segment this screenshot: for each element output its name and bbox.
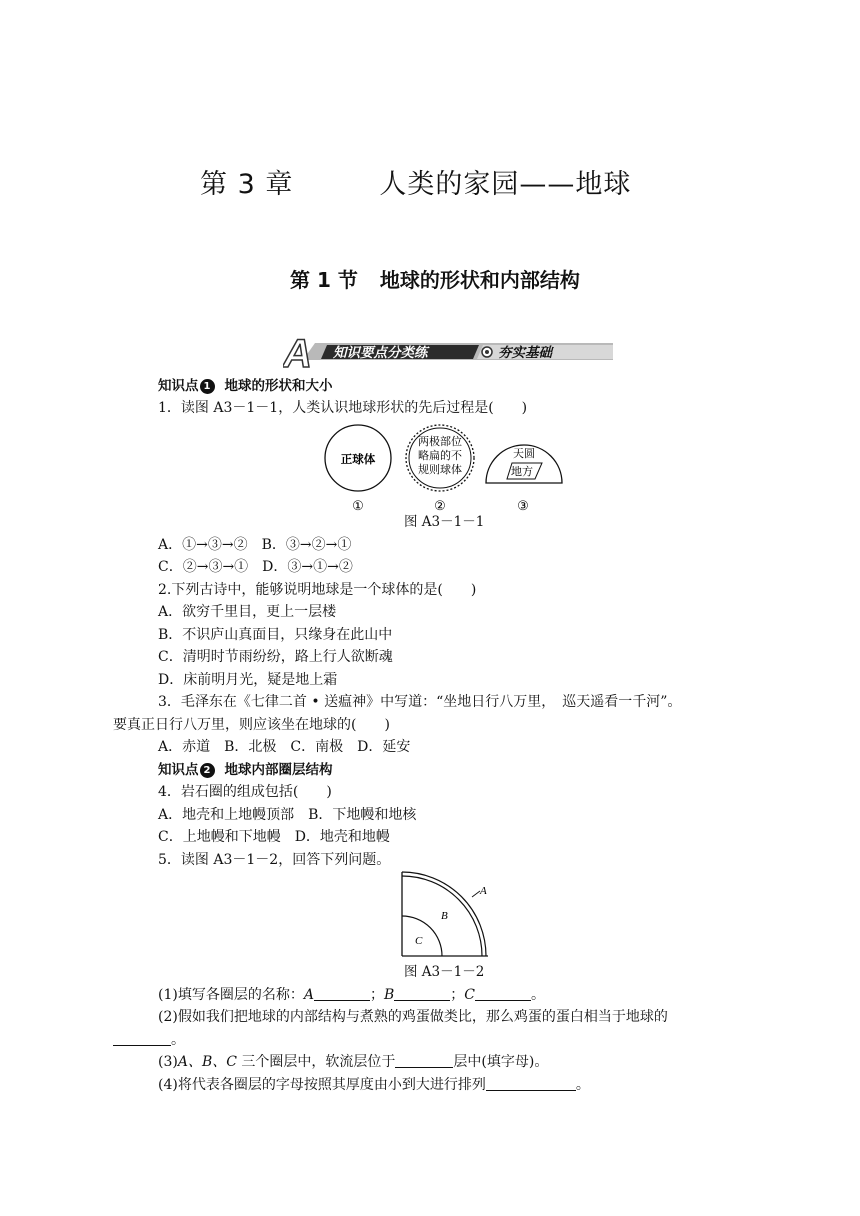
kp2-label: 知识点 [158,762,199,778]
q5-part2-text: (2)假如我们把地球的内部结构与煮熟的鸡蛋做类比，那么鸡蛋的蛋白相当于地球的 [158,1009,668,1025]
q5-part1 [158,985,545,1005]
q5-part4 [158,1075,590,1095]
q5-part3-prefix: (3) [158,1054,178,1070]
banner-subtitle: 夯实基础 [498,345,552,361]
q4-options-ab: A．地壳和上地幔顶部 B．下地幔和地核 [158,807,417,823]
fig2-caption: 图 A3－1－2 [404,964,485,980]
figure-a3-1-2 [396,870,496,962]
q5-part3 [158,1052,548,1072]
q2-option-a: A．欲穷千里目，更上一层楼 [158,604,337,620]
fig1-number-1: ① [352,499,364,514]
fig1-number-2: ② [434,499,446,514]
q3-stem-line1: 3．毛泽东在《七律二首 • 送瘟神》中写道：“坐地日行八万里， 巡天遥看一千河”。 [158,694,682,710]
section-heading [290,270,580,290]
fig1-item3-bottom: 地方 [511,465,533,478]
fig1-item2-line1: 两极部位 [418,435,462,448]
q2-option-c: C．清明时节雨纷纷，路上行人欲断魂 [158,649,393,665]
q5-part1-end: 。 [530,987,545,1003]
q2-stem: 2.下列古诗中，能够说明地球是一个球体的是( ) [158,582,477,598]
section-label: 第 1 节 [290,268,358,292]
q5-part1-c: C [464,987,475,1003]
q1-options-ab: A．①→③→② B．③→②→① [158,537,352,553]
q5-part1-prefix: (1)填写各圈层的名称： [158,987,304,1003]
banner-letter: A [283,333,312,371]
kp2-title: 地球内部圈层结构 [224,762,333,778]
q5-part1-sep2: ； [450,987,465,1003]
chapter-label: 第 3 章 [200,169,294,200]
blank-c[interactable] [475,985,531,1001]
knowledge-point-2 [158,760,333,780]
q2-option-d: D．床前明月光，疑是地上霜 [158,672,338,688]
figure-a3-1-1 [320,420,580,515]
fig2-label-c: C [415,935,423,947]
q3-stem-line2: 要真正日行八万里，则应该坐在地球的( ) [113,717,390,733]
q5-part3-post: 层中(填字母)。 [453,1054,549,1070]
section-title: 地球的形状和内部结构 [379,268,580,292]
q5-part1-a: A [303,987,314,1003]
fig1-item2-line3: 规则球体 [418,463,462,476]
q4-stem: 4．岩石圈的组成包括( ) [158,784,332,800]
fig1-item1-label: 正球体 [340,452,376,466]
kp1-label: 知识点 [158,378,199,394]
q4-options-cd: C．上地幔和下地幔 D．地壳和地幔 [158,829,390,845]
fig1-caption: 图 A3－1－1 [404,514,485,530]
q1-options-cd: C．②→③→① D．③→①→② [158,559,353,575]
chapter-title: 人类的家园——地球 [379,169,632,200]
q5-part1-sep1: ； [369,987,384,1003]
blank-b[interactable] [394,985,450,1001]
kp2-number: 2 [200,763,215,778]
fig1-number-3: ③ [517,499,529,514]
q5-part3-mid: 三个圈层中，软流层位于 [236,1054,396,1070]
banner-title: 知识要点分类练 [333,345,428,361]
kp1-title: 地球的形状和大小 [224,378,333,394]
blank-egg-white[interactable] [113,1030,171,1046]
fig1-item2-line2: 略扁的不 [418,449,462,462]
knowledge-point-1 [158,376,333,396]
blank-order[interactable] [486,1075,576,1091]
q5-part4-text: (4)将代表各圈层的字母按照其厚度由小到大进行排列 [158,1077,486,1093]
q5-stem: 5．读图 A3－1－2，回答下列问题。 [158,852,391,868]
q5-part1-b: B [383,987,395,1003]
blank-a[interactable] [314,985,370,1001]
q5-part2-end: 。 [171,1032,185,1048]
q5-part2-answer [113,1030,185,1050]
section-banner [283,333,613,371]
q5-part3-letters: A、B、C [177,1054,237,1070]
q5-part4-end: 。 [575,1077,590,1093]
blank-asthenosphere[interactable] [395,1052,453,1068]
fig2-label-b: B [441,910,448,922]
fig1-item3-top: 天圆 [513,447,535,460]
q3-options: A．赤道 B．北极 C．南极 D．延安 [158,739,411,755]
fig2-label-a: A [480,885,487,897]
q1-stem: 1．读图 A3－1－1，人类认识地球形状的先后过程是( ) [158,400,528,416]
chapter-heading [200,169,632,200]
q2-option-b: B．不识庐山真面目，只缘身在此山中 [158,627,393,643]
kp1-number: 1 [200,379,215,394]
